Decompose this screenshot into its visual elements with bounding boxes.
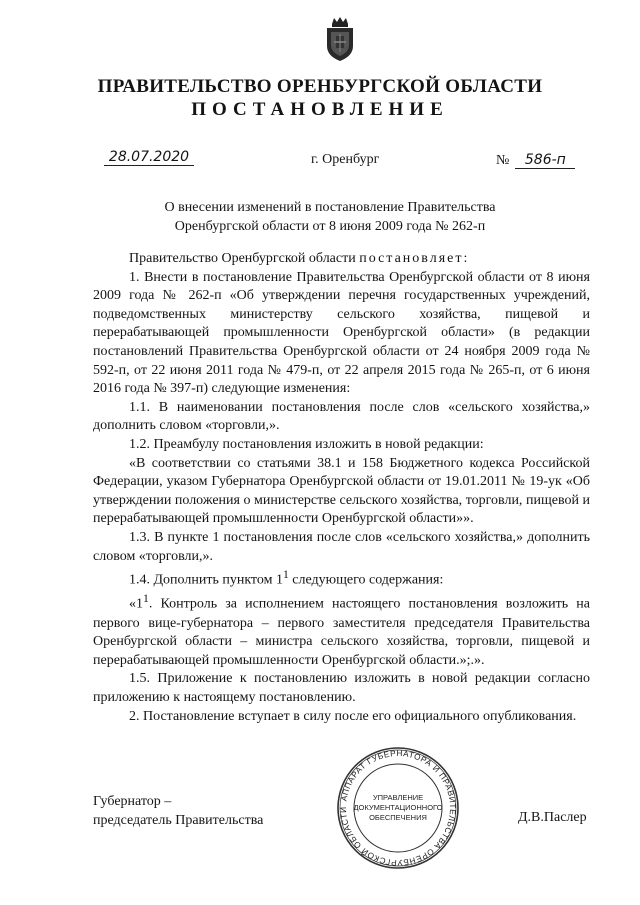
paragraph-1-2-quote: «В соответствии со статьями 38.1 и 158 Бюджетного кодекса Российской Федерации, указом Губернатора Оренбургской области от 19.01.2011 № 19-ук «Об утверждении положения о министерстве сельского хозяйства, торговли, пищевой и перерабатывающей промышленности Оренбургской области»». — [93, 455, 590, 527]
p14q-sup: 1 — [143, 592, 149, 606]
paragraph-1-5: 1.5. Приложение к постановлению изложить в новой редакции согласно приложению к настоящему постановлению. — [93, 671, 590, 705]
position-line-1: Губернатор – — [93, 794, 172, 809]
paragraph-1-4 — [93, 566, 590, 590]
subject-line-1: О внесении изменений в постановление Правительства — [164, 200, 496, 215]
intro-paragraph — [93, 250, 590, 269]
paragraph-2: 2. Постановление вступает в силу после его официального опубликования. — [129, 708, 577, 724]
document-subject — [120, 198, 540, 236]
document-type: ПОСТАНОВЛЕНИЕ — [191, 99, 449, 120]
intro-text: Правительство Оренбургской области — [129, 251, 360, 266]
number-value: 586-п — [515, 152, 575, 169]
official-seal-stamp — [336, 746, 460, 870]
p14q-text-a: «1 — [129, 597, 143, 612]
document-city: г. Оренбург — [311, 152, 380, 167]
p14-text-a: 1.4. Дополнить пунктом 1 — [129, 572, 283, 588]
intro-decree-word: постановляет: — [359, 251, 470, 266]
paragraph-1-3: 1.3. В пункте 1 постановления после слов «сельского хозяйства,» дополнить словом «торговли,». — [93, 529, 590, 564]
stamp-inner-line-3: ОБЕСПЕЧЕНИЯ — [369, 813, 427, 822]
position-line-2: председатель Правительства — [93, 813, 264, 828]
document-body — [93, 250, 590, 726]
signatory-position — [93, 792, 263, 830]
p14-sup: 1 — [282, 568, 289, 582]
signatory-name: Д.В.Паслер — [518, 810, 587, 825]
stamp-inner-line-2: ДОКУМЕНТАЦИОННОГО — [353, 803, 443, 812]
paragraph-1: 1. Внести в постановление Правительства Оренбургской области от 8 июня 2009 года № 262-п «Об утверждении перечня государственных учреждений, подведомственных министерству сельского хозяйства, пищевой и перерабатывающей промышленности Оренбургской области» (в редакции постановлений Правительства Оренбургской области от 24 ноября 2009 года № 592-п, от 22 июня 2011 года № 479-п, от 22 апреля 2015 года № 265-п, от 6 июня 2016 года № 397-п) следующие изменения: — [93, 269, 590, 397]
p14q-text-b: . Контроль за исполнением настоящего постановления возложить на первого вице-губернатора – первого заместителя председателя Правительства Оренбургской области – министра сельского хозяйства, торговли, пищевой и перерабатывающей промышленности Оренбургской области.»;.». — [93, 597, 590, 668]
stamp-inner-line-1: УПРАВЛЕНИЕ — [372, 793, 424, 802]
number-label: № — [496, 153, 510, 168]
government-title: ПРАВИТЕЛЬСТВО ОРЕНБУРГСКОЙ ОБЛАСТИ — [97, 76, 543, 97]
document-number — [496, 152, 575, 169]
paragraph-1-2: 1.2. Преамбулу постановления изложить в новой редакции: — [129, 436, 484, 452]
paragraph-1-1: 1.1. В наименовании постановления после слов «сельского хозяйства,» дополнить словом «торговли,». — [93, 399, 590, 434]
p14-text-b: следующего содержания: — [288, 572, 444, 588]
paragraph-1-4-quote — [93, 590, 590, 670]
stamp-outer-text: АППАРАТ ГУБЕРНАТОРА И ПРАВИТЕЛЬСТВА ОРЕНБУРГСКОЙ ОБЛАСТИ — [338, 748, 458, 868]
document-date: 28.07.2020 — [104, 149, 194, 166]
subject-line-2: Оренбургской области от 8 июня 2009 года № 262-п — [174, 219, 486, 234]
coat-of-arms-icon — [322, 16, 358, 62]
